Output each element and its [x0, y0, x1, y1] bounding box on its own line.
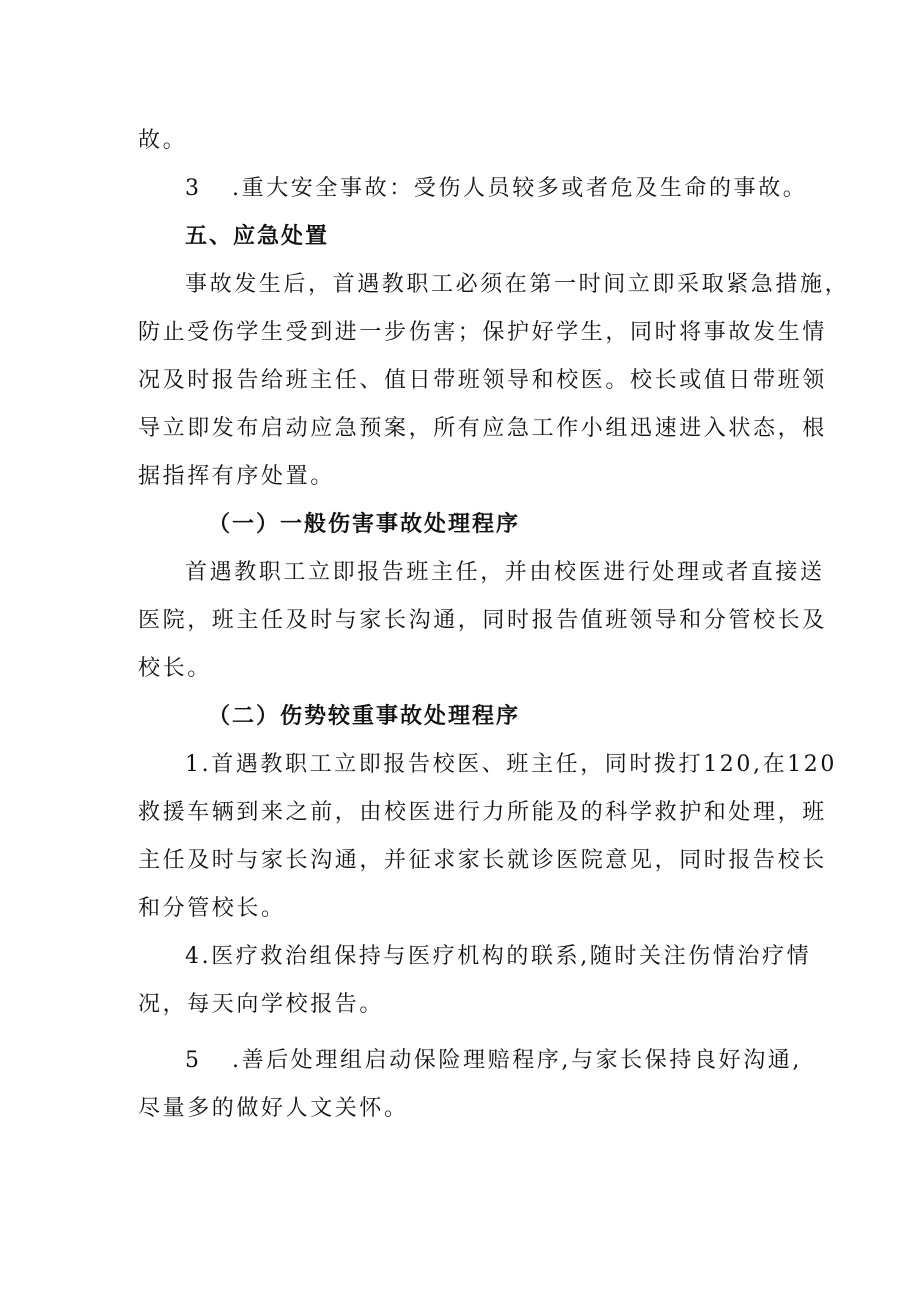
paragraph-line: 校长。 — [138, 656, 212, 681]
list-text: .重大安全事故：受伤人员较多或者危及生命的事故。 — [232, 176, 808, 201]
paragraph-line: 首遇教职工立即报告班主任，并由校医进行处理或者直接送 — [185, 560, 825, 585]
paragraph-line: 况及时报告给班主任、值日带班领导和校医。校长或值日带班领 — [138, 368, 827, 393]
paragraph-line: 事故发生后，首遇教职工必须在第一时间立即采取紧急措施， — [185, 272, 850, 297]
list-number: 5 — [185, 1048, 202, 1073]
paragraph-line: 救援车辆到来之前，由校医进行力所能及的科学救护和处理，班 — [138, 800, 827, 825]
paragraph-line: 故。 — [138, 128, 188, 153]
paragraph-line: 尽量多的做好人文关怀。 — [138, 1096, 409, 1121]
section-heading: 五、应急处置 — [185, 224, 330, 249]
paragraph-line: 1.首遇教职工立即报告校医、班主任，同时拨打120,在120 — [185, 752, 837, 777]
paragraph-line: 和分管校长。 — [138, 896, 286, 921]
paragraph-line: 导立即发布启动应急预案，所有应急工作小组迅速进入状态，根 — [138, 416, 827, 441]
paragraph-line: 医院，班主任及时与家长沟通，同时报告值班领导和分管校长及 — [138, 608, 827, 633]
list-item-5 — [185, 1046, 802, 1076]
paragraph-line: 防止受伤学生受到进一步伤害；保护好学生，同时将事故发生情 — [138, 320, 827, 345]
subsection-heading: （一）一般伤害事故处理程序 — [208, 512, 521, 537]
list-text: .善后处理组启动保险理赔程序,与家长保持良好沟通, — [232, 1048, 802, 1073]
paragraph-line: 况，每天向学校报告。 — [138, 992, 385, 1017]
paragraph-line: 主任及时与家长沟通，并征求家长就诊医院意见，同时报告校长 — [138, 848, 827, 873]
paragraph-line: 4.医疗救治组保持与医疗机构的联系,随时关注伤情治疗情 — [185, 944, 812, 969]
list-item-3 — [185, 174, 808, 204]
paragraph-line: 据指挥有序处置。 — [138, 464, 335, 489]
list-number: 3 — [185, 176, 202, 201]
subsection-heading: （二）伤势较重事故处理程序 — [208, 704, 521, 729]
